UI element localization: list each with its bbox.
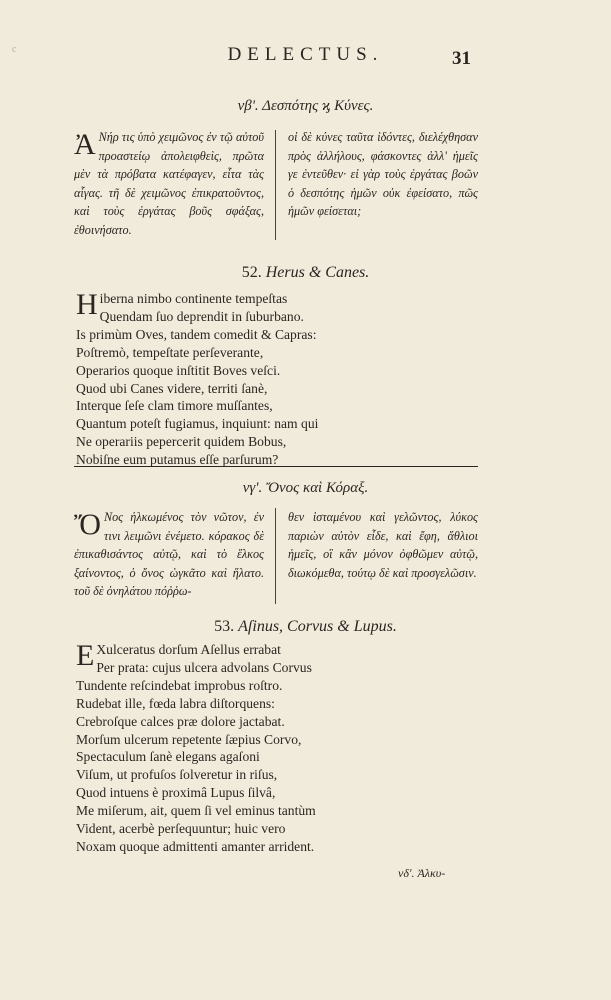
column-divider-52 bbox=[275, 130, 276, 240]
poem-line: Ne operariis pepercerit quidem Bobus, bbox=[76, 434, 287, 450]
poem-line: Nobiſne eum putamus eſſe parſurum? bbox=[76, 452, 279, 468]
poem-line: Viſum, ut profuſos ſolveretur in riſus, bbox=[76, 767, 278, 783]
latin-title-52 bbox=[0, 264, 611, 282]
poem-line: Spectaculum ſanè elegans agaſoni bbox=[76, 749, 260, 765]
poem-line: Vident, acerbè perſequuntur; huic vero bbox=[76, 821, 286, 837]
greek-dropcap-52: Ἀ bbox=[74, 128, 96, 161]
greek-text-52-left bbox=[74, 128, 264, 239]
fable-number-52: 52. bbox=[241, 264, 262, 281]
poem-line: Poſtremò, tempeſtate perſeverante, bbox=[76, 344, 264, 360]
catchword: νδʹ. Ἀλκυ- bbox=[398, 866, 446, 880]
poem-line: Hiberna nimbo continente tempeſtas bbox=[76, 288, 288, 321]
poem-line: Is primùm Oves, tandem comedit & Capras: bbox=[76, 326, 317, 342]
section-rule bbox=[74, 466, 478, 467]
latin-poem-53 bbox=[76, 641, 316, 856]
greek-title-52: νβʹ. Δεσπότης ϗ Κύνες. bbox=[237, 98, 374, 114]
poem-line: Per prata: cujus ulcera advolans Corvus bbox=[96, 659, 312, 675]
poem-line: Noxam quoque admittenti amanter arrident. bbox=[76, 838, 315, 854]
fable-number-53: 53. bbox=[214, 618, 235, 635]
poem-line: Operarios quoque inſtitit Boves veſci. bbox=[76, 362, 281, 378]
poem-line: Interque ſeſe clam timore muſſantes, bbox=[76, 398, 273, 414]
poem-line: Rudebat ille, fœda labra diſtorquens: bbox=[76, 695, 275, 711]
poem-line: Me miſerum, ait, quem ſi vel eminus tantùm bbox=[76, 803, 316, 819]
poem-line: Quantum poteſt fugiamus, inquiunt: nam qui bbox=[76, 416, 319, 432]
running-head: DELECTUS. bbox=[227, 44, 384, 65]
poem-line: E Xulceratus dorſum Aſellus errabat bbox=[76, 639, 281, 672]
latin-poem-52 bbox=[76, 290, 318, 469]
greek-paragraph-53-right: θεν ἱσταμένου καὶ γελῶντος, λύκος παριὼν αὐτὸν εἶδε, καὶ ἔφη, ἄθλιοι ἡμεῖς, οἳ κἂν μόνον ὀφθῶμεν αὐτῷ, διωκόμεθα, τούτῳ δὲ καὶ προσγελῶσιν. bbox=[288, 510, 478, 580]
margin-mark: c bbox=[12, 44, 17, 55]
greek-dropcap-53: Ὄ bbox=[74, 508, 101, 541]
poem-line: Quendam ſuo deprendit in ſuburbano. bbox=[99, 308, 304, 324]
fable-title-52: Herus & Canes. bbox=[265, 264, 370, 281]
poem-line: Tundente reſcindebat improbus roſtro. bbox=[76, 677, 283, 693]
poem-line: Morſum ulcerum repetente ſæpius Corvo, bbox=[76, 731, 302, 747]
poem-line: Quod intuens è proximâ Lupus ſilvâ, bbox=[76, 785, 276, 801]
poem-line: Quod ubi Canes videre, territi ſanè, bbox=[76, 380, 268, 396]
fable-title-53: Aſinus, Corvus & Lupus. bbox=[238, 618, 397, 635]
page-number: 31 bbox=[452, 48, 471, 69]
greek-paragraph-52-left: Νήρ τις ὑπὸ χειμῶνος ἐν τῷ αὐτοῦ προαστείῳ ἀπολειφθεὶς, πρῶτα μὲν τὰ πρόβατα κατέφαγεν, εἶτα τὰς αἶγας. τῆ δὲ χειμῶνος ἐπικρατοῦντος, καὶ τοὺς ἐργάτας βοῦς σφάξας, ἐθοινήσατο. bbox=[74, 130, 264, 237]
poem-line: Crebroſque calces præ dolore jactabat. bbox=[76, 713, 285, 729]
greek-text-53-right bbox=[288, 508, 478, 582]
latin-dropcap-52: H bbox=[76, 288, 98, 321]
greek-paragraph-52-right: οἱ δὲ κύνες ταῦτα ἰδόντες, διελέχθησαν πρὸς ἀλλήλους, φάσκοντες ἀλλ' ἡμεῖς γε ἐντεῦθεν· εἰ γὰρ τοὺς ἐργάτας βοῶν ὁ δεσπότης ἡμῶν οὐκ ἐφείσατο, πῶς ἡμῶν φείσεται; bbox=[288, 130, 478, 218]
latin-title-53 bbox=[0, 618, 611, 636]
greek-title-53: νγʹ. Ὄνος καὶ Κόραξ. bbox=[242, 480, 369, 496]
greek-text-53-left bbox=[74, 508, 264, 601]
column-divider-53 bbox=[275, 508, 276, 604]
latin-dropcap-53: E bbox=[76, 639, 95, 672]
greek-paragraph-53-left: Νος ἡλκωμένος τὸν νῶτον, ἐν τινι λειμῶνι ἐνέμετο. κόρακος δὲ ἐπικαθισάντος αὐτῷ, καὶ τὸ ἕλκος ξαίνοντος, ὁ ὄνος ὠγκᾶτο καὶ ἥλατο. τοῦ δὲ ὀνηλάτου πόῤῥω- bbox=[74, 510, 264, 598]
greek-text-52-right bbox=[288, 128, 478, 221]
